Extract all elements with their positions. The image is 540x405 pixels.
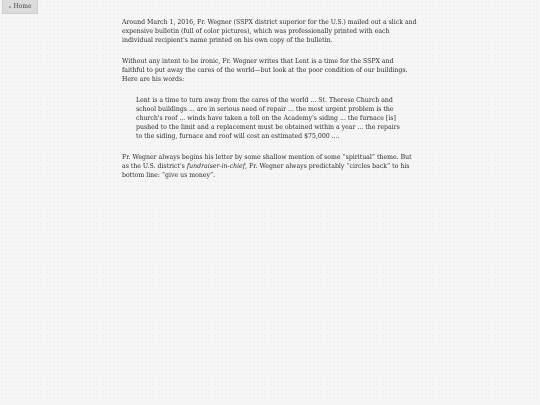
article-paragraph-3-emphasis: fundraiser-in-chief (186, 163, 246, 170)
article-paragraph-1: Around March 1, 2016, Fr. Wegner (SSPX district superior for the U.S.) mailed out a slick and expensive bulletin (full of color pictures), which was professionally printed with each individual recipient's name printed on his own copy of the bulletin. (122, 19, 417, 44)
article-paragraph-3-text-start: Fr. Wegner always begins his letter by some shallow mention of some “spiritual” theme. But as the U.S. district's (122, 154, 412, 170)
article-paragraph-3-text-end: , Fr. Wegner always predictably “circles back” to his bottom line: “give us money”. (122, 163, 410, 179)
left-arrow-icon: ◂ (8, 4, 11, 9)
article-blockquote: Lent is a time to turn away from the cares of the world ... St. Therese Church and school buildings ... are in serious need of repair ... the most urgent problem is the church's roof ... winds have taken a toll on the Academy's siding ... the furnace [is] pushed to the limit and a replacement must be obtained within a year ... the repairs to the siding, furnace and roof will cost an estimated $75,000 .... (136, 97, 400, 140)
article-paragraph-3 (122, 153, 418, 180)
home-button[interactable] (2, 0, 38, 14)
home-button-label: Home (13, 3, 32, 10)
article-paragraph-2: Without any intent to be ironic, Fr. Wegner writes that Lent is a time for the SSPX and faithful to put away the cares of the world—but look at the poor condition of our buildings. Here are his words: (122, 58, 408, 83)
article-body (122, 18, 418, 192)
